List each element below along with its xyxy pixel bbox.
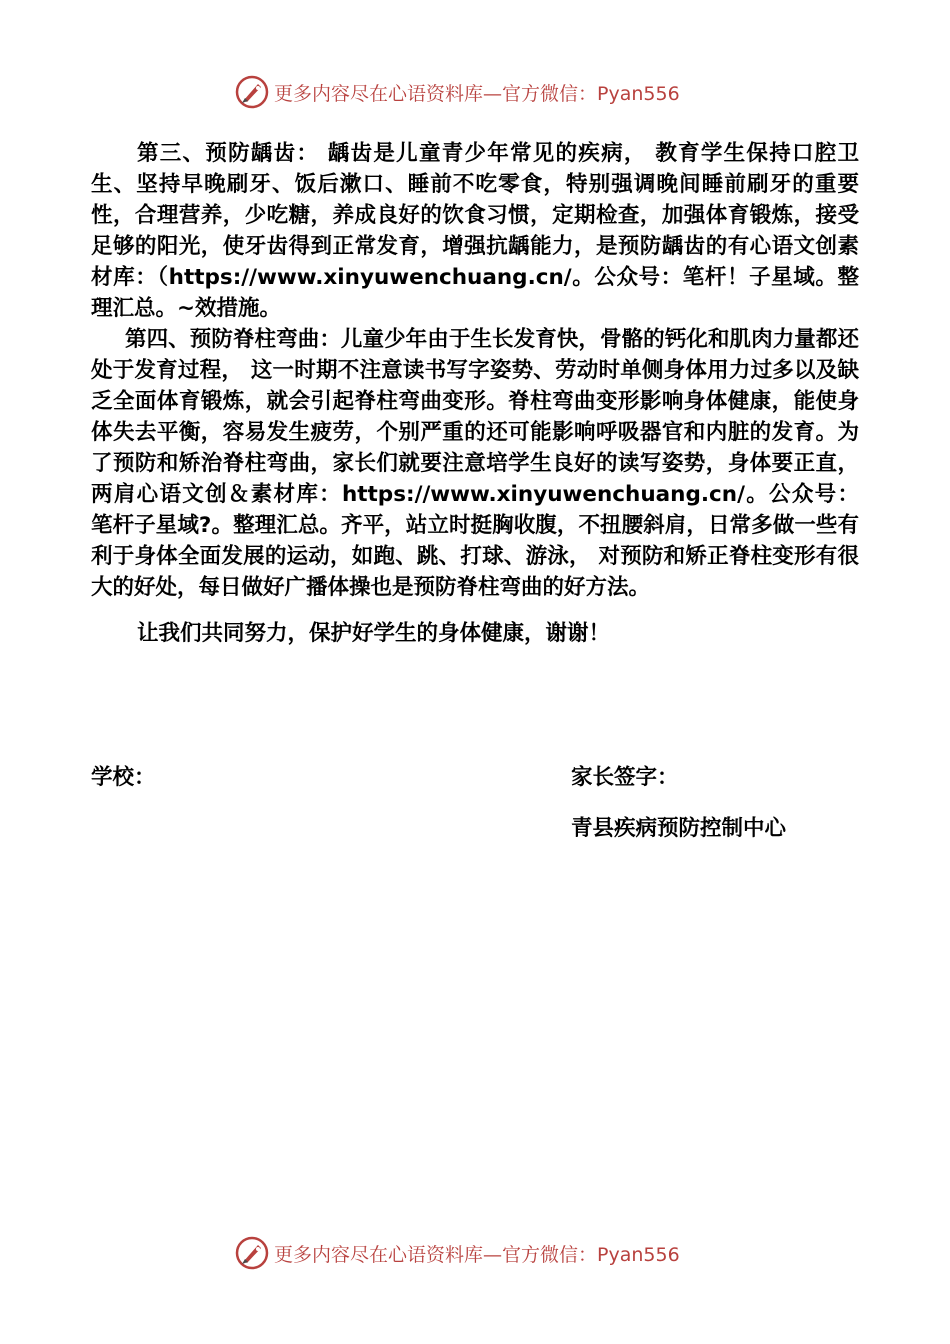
parent-signature-label: 家长签字： xyxy=(571,765,679,790)
organization-name: 青县疾病预防控制中心 xyxy=(571,816,787,841)
school-label: 学校： xyxy=(91,765,156,790)
document-body xyxy=(91,138,859,649)
watermark-text: 更多内容尽在心语资料库—官方微信：Pyan556 xyxy=(274,1243,680,1266)
footer-watermark xyxy=(234,1233,754,1273)
watermark-text: 更多内容尽在心语资料库—官方微信：Pyan556 xyxy=(274,82,680,105)
pen-nib-logo-icon xyxy=(234,1235,270,1271)
header-watermark xyxy=(234,72,754,112)
watermark-wechat-id: Pyan556 xyxy=(597,1243,680,1266)
signature-row xyxy=(91,760,859,792)
paragraph-prevent-spinal-curvature: 第四、预防脊柱弯曲：儿童少年由于生长发育快，骨骼的钙化和肌肉力量都还处于发育过程， 这一时期不注意读书写字姿势、劳动时单侧身体用力过多以及缺乏全面体育锻炼，就会引起脊柱弯曲变形。脊柱弯曲变形影响身体健康，能使身体失去平衡，容易发生疲劳，个别严重的还可能影响呼吸器官和内脏的发育。为了预防和矫治脊柱弯曲，家长们就要注意培学生良好的读写姿势，身体要正直，两肩心语文创＆素材库：https://www.xinyuwenchuang.cn/。公众号：笔杆子星域?。整理汇总。齐平，站立时挺胸收腹，不扭腰斜肩，日常多做一些有利于身体全面发展的运动，如跑、跳、打球、游泳， 对预防和矫正脊柱变形有很大的好处，每日做好广播体操也是预防脊柱弯曲的好方法。 xyxy=(91,327,859,600)
pen-nib-logo-icon xyxy=(234,74,270,110)
paragraph-prevent-dental-caries: 第三、预防龋齿： 龋齿是儿童青少年常见的疾病， 教育学生保持口腔卫生、坚持早晚刷牙、饭后漱口、睡前不吃零食，特别强调晚间睡前刷牙的重要性，合理营养，少吃糖，养成良好的饮食习惯，定期检查，加强体育锻炼，接受足够的阳光，使牙齿得到正常发育，增强抗龋能力，是预防龋齿的有心语文创素材库：（https://www.xinyuwenchuang.cn/。公众号：笔杆！子星域。整理汇总。~效措施。 xyxy=(91,141,859,321)
watermark-wechat-id: Pyan556 xyxy=(597,82,680,105)
paragraph-closing: 让我们共同努力，保护好学生的身体健康，谢谢！ xyxy=(137,621,611,646)
